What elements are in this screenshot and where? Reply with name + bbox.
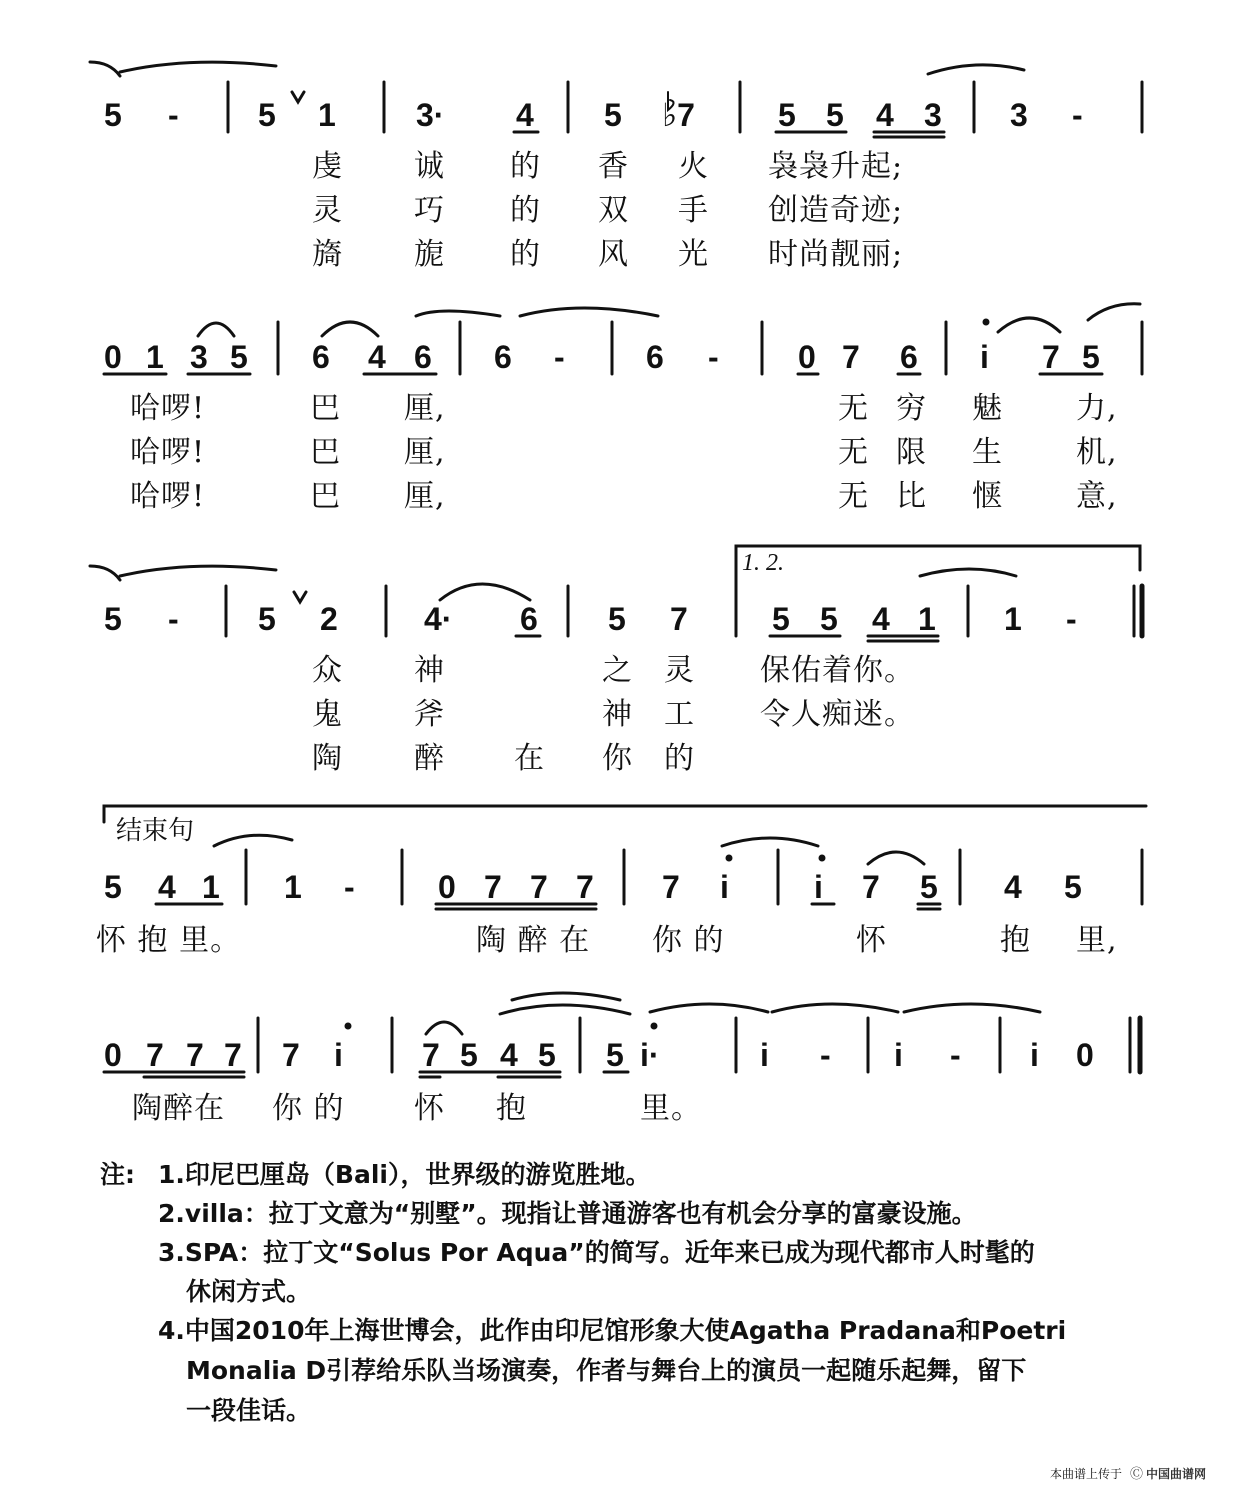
note-line: 4.中国2010年上海世博会，此作由印尼馆形象大使Agatha Pradana和Poetri <box>158 1316 1067 1345</box>
lyric: 香 <box>598 149 629 184</box>
lyric: 之 <box>602 653 633 688</box>
note: i <box>760 1037 769 1073</box>
lyric: 陶 <box>312 741 343 776</box>
lyric: 力, <box>1076 391 1118 426</box>
lyric: 诚 <box>414 149 445 184</box>
note: 5 <box>460 1037 478 1073</box>
dash: - <box>168 601 179 637</box>
volta-bracket-label: 1. 2. <box>742 550 784 576</box>
lyric: 醉 <box>414 741 445 776</box>
lyric: 旎 <box>414 237 445 272</box>
note: 6 <box>646 339 664 375</box>
lyric: 风 <box>598 237 629 272</box>
note: 7 <box>224 1037 242 1073</box>
lyric: 令人痴迷。 <box>760 697 915 732</box>
note: 4 <box>500 1037 518 1073</box>
dash: - <box>168 97 179 133</box>
lyric: 神 <box>602 697 633 732</box>
lyric: 怀 <box>856 923 887 958</box>
note: 7 <box>186 1037 204 1073</box>
note: i <box>980 339 989 375</box>
lyric: 灵 <box>312 193 343 228</box>
lyric: 无 <box>838 391 869 426</box>
lyric: 哈啰! <box>130 435 206 470</box>
lyric: 里, <box>1076 923 1118 958</box>
note: 0 <box>104 1037 122 1073</box>
lyric: 双 <box>598 193 629 228</box>
lyric: 巧 <box>414 193 445 228</box>
note: 5 <box>608 601 626 637</box>
lyric: 灵 <box>664 653 695 688</box>
note: 1 <box>284 869 302 905</box>
lyric: 巴 <box>310 391 341 426</box>
note: 3 <box>924 97 942 133</box>
note: 1 <box>146 339 164 375</box>
note: 5 <box>772 601 790 637</box>
note: 3 <box>1010 97 1028 133</box>
lyric: 工 <box>664 697 695 732</box>
note: i <box>814 869 823 905</box>
note: 4 <box>876 97 894 133</box>
note: 5 <box>778 97 796 133</box>
lyric: 厘, <box>404 391 446 426</box>
note: 2 <box>320 601 338 637</box>
note: 4· <box>424 601 453 637</box>
note: 6 <box>312 339 330 375</box>
note: 7 <box>576 869 594 905</box>
note: 5 <box>258 601 276 637</box>
lyric: 时尚靓丽; <box>768 237 904 272</box>
note: 7 <box>662 869 680 905</box>
note-line: 一段佳话。 <box>186 1396 312 1425</box>
lyric: 保佑着你。 <box>760 653 915 688</box>
lyric: 怀 <box>414 1091 445 1126</box>
lyric: 的 <box>510 149 541 184</box>
note-line: 1.印尼巴厘岛（Bali），世界级的游览胜地。 <box>158 1160 651 1189</box>
note: 7 <box>1042 339 1060 375</box>
lyric: 火 <box>678 149 709 184</box>
note-line: 3.SPA：拉丁文“Solus Por Aqua”的简写。近年来已成为现代都市人时髦的 <box>158 1238 1035 1267</box>
note: 5 <box>104 869 122 905</box>
dash: - <box>950 1037 961 1073</box>
note: 5 <box>104 97 122 133</box>
note: ♭7 <box>662 97 695 133</box>
note: 1 <box>202 869 220 905</box>
lyric: 怀 抱 里。 <box>96 923 242 958</box>
lyric: 穷 <box>896 391 927 426</box>
note: 7 <box>484 869 502 905</box>
lyric: 旖 <box>312 237 343 272</box>
dash: - <box>554 339 565 375</box>
dash: - <box>1072 97 1083 133</box>
lyric: 光 <box>678 237 709 272</box>
lyric: 惬 <box>972 479 1003 514</box>
note: 5 <box>1082 339 1100 375</box>
note: 4 <box>368 339 386 375</box>
note: 5 <box>230 339 248 375</box>
note: 5 <box>538 1037 556 1073</box>
note: 7 <box>146 1037 164 1073</box>
note: 7 <box>842 339 860 375</box>
lyric: 在 <box>514 741 545 776</box>
site-name[interactable]: 中国曲谱网 <box>1146 1467 1207 1481</box>
note: 6 <box>414 339 432 375</box>
lyric: 神 <box>414 653 445 688</box>
lyric: 抱 <box>496 1091 527 1126</box>
lyric: 生 <box>972 435 1003 470</box>
note: 1 <box>918 601 936 637</box>
note: i <box>894 1037 903 1073</box>
note-line: Monalia D引荐给乐队当场演奏，作者与舞台上的演员一起随乐起舞，留下 <box>186 1356 1027 1385</box>
note: 3 <box>190 339 208 375</box>
lyric: 你 的 <box>652 923 725 958</box>
ending-section-label: 结束句 <box>116 816 195 846</box>
note: 5 <box>826 97 844 133</box>
note: 5 <box>604 97 622 133</box>
lyric: 鬼 <box>312 697 343 732</box>
site-logo-icon: Ⓒ <box>1130 1467 1144 1482</box>
note: 5 <box>258 97 276 133</box>
note: 7 <box>282 1037 300 1073</box>
lyric: 创造奇迹; <box>768 193 904 228</box>
note: 7 <box>670 601 688 637</box>
note: 7 <box>862 869 880 905</box>
note: 4 <box>872 601 890 637</box>
note: 5 <box>920 869 938 905</box>
lyric: 厘, <box>404 479 446 514</box>
notes-prefix: 注: <box>100 1160 135 1189</box>
lyric: 机, <box>1076 435 1118 470</box>
note: 1 <box>318 97 336 133</box>
lyric: 斧 <box>414 697 445 732</box>
note: 0 <box>1076 1037 1094 1073</box>
note: 6 <box>494 339 512 375</box>
lyric: 虔 <box>312 149 343 184</box>
lyric: 哈啰! <box>130 391 206 426</box>
note: i <box>720 869 729 905</box>
note: 4 <box>1004 869 1022 905</box>
note: i <box>334 1037 343 1073</box>
lyric: 哈啰! <box>130 479 206 514</box>
note: 7 <box>422 1037 440 1073</box>
lyric: 手 <box>678 193 709 228</box>
lyric: 无 <box>838 435 869 470</box>
lyric: 巴 <box>310 479 341 514</box>
note: i <box>1030 1037 1039 1073</box>
lyric: 厘, <box>404 435 446 470</box>
note: 0 <box>798 339 816 375</box>
lyric: 巴 <box>310 435 341 470</box>
upload-notice: 本曲谱上传于 <box>1050 1467 1123 1481</box>
lyric: 比 <box>896 479 927 514</box>
note: 5 <box>606 1037 624 1073</box>
lyric: 意, <box>1076 479 1118 514</box>
lyric: 的 <box>510 193 541 228</box>
lyric: 限 <box>896 435 927 470</box>
note: 7 <box>530 869 548 905</box>
note: 4 <box>516 97 534 133</box>
lyric: 袅袅升起; <box>768 149 904 184</box>
note: 5 <box>820 601 838 637</box>
lyric: 陶 醉 在 <box>476 923 591 958</box>
lyric: 抱 <box>1000 923 1031 958</box>
note: 5 <box>1064 869 1082 905</box>
lyric: 的 <box>510 237 541 272</box>
lyric: 你 的 <box>272 1091 345 1126</box>
note: 6 <box>520 601 538 637</box>
note: 3· <box>416 97 445 133</box>
dash: - <box>1066 601 1077 637</box>
lyric: 你 <box>602 741 633 776</box>
lyric: 无 <box>838 479 869 514</box>
note: i· <box>640 1037 660 1073</box>
lyric: 魅 <box>972 391 1003 426</box>
note: 5 <box>104 601 122 637</box>
note: 1 <box>1004 601 1022 637</box>
note: 0 <box>438 869 456 905</box>
dash: - <box>708 339 719 375</box>
lyric: 陶醉在 <box>132 1091 225 1126</box>
note: 6 <box>900 339 918 375</box>
note-line: 休闲方式。 <box>186 1277 312 1306</box>
lyric: 众 <box>312 653 343 688</box>
note: 4 <box>158 869 176 905</box>
dash: - <box>344 869 355 905</box>
lyric: 里。 <box>640 1091 702 1126</box>
dash: - <box>820 1037 831 1073</box>
note: 0 <box>104 339 122 375</box>
lyric: 的 <box>664 741 695 776</box>
note-line: 2.villa：拉丁文意为“别墅”。现指让普通游客也有机会分享的富豪设施。 <box>158 1199 977 1228</box>
